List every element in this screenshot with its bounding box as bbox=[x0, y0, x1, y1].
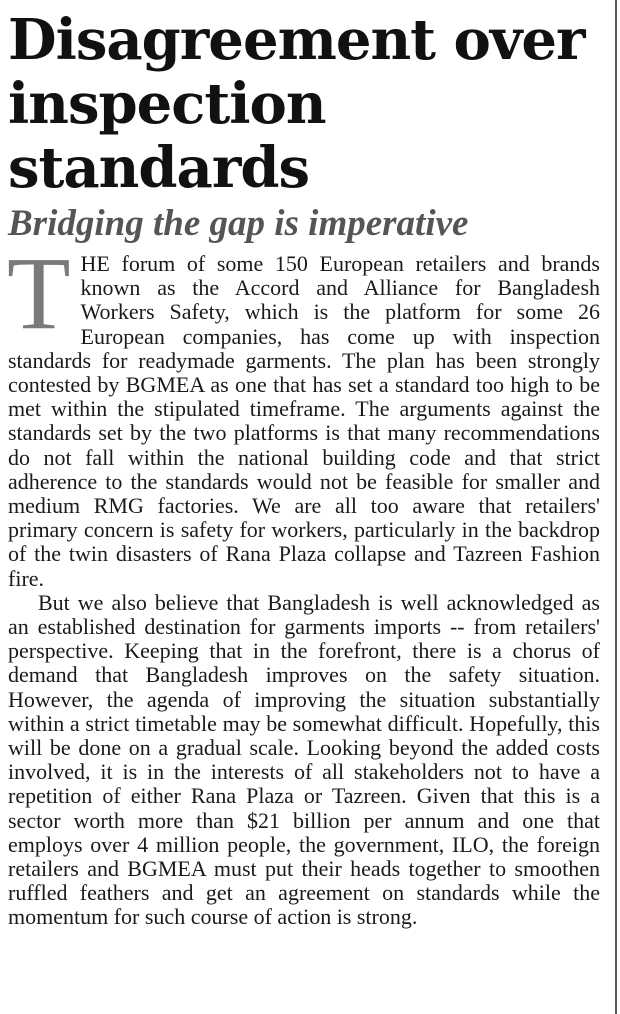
column-rule bbox=[615, 0, 617, 1014]
subheadline: Bridging the gap is imperative bbox=[8, 203, 469, 244]
editorial-article bbox=[8, 8, 600, 930]
paragraph-1-text: HE forum of some 150 European retailers and brands known as the Accord and Alliance for Bangladesh Workers Safety, which is the platform for some 26 European companies, has come up with inspection standards for readymade garments. The plan has been strongly contested by BGMEA as one that has set a standard too high to be met within the stipulated timeframe. The arguments against the standards set by the two platforms is that many recommendations do not fall within the national building code and that strict adherence to the standards would not be feasible for smaller and medium RMG factories. We are all too aware that retailers' primary concern is safety for workers, particularly in the backdrop of the twin disasters of Rana Plaza collapse and Tazreen Fashion fire. bbox=[8, 251, 600, 591]
headline: Disagreement over inspection standards bbox=[8, 7, 585, 201]
paragraph-1 bbox=[7, 236, 600, 591]
drop-cap: T bbox=[7, 236, 71, 351]
article-body bbox=[7, 236, 600, 930]
paragraph-2: But we also believe that Bangladesh is well acknowledged as an established destination for garments imports -- from retailers' perspective. Keeping that in the forefront, there is a chorus of demand that Bangladesh improves on the safety situation. However, the agenda of improving the situation substantially within a strict timetable may be somewhat difficult. Hopefully, this will be done on a gradual scale. Looking beyond the added costs involved, it is in the interests of all stakeholders not to have a repetition of either Rana Plaza or Tazreen. Given that this is a sector worth more than $21 billion per annum and one that employs over 4 million people, the government, ILO, the foreign retailers and BGMEA must put their heads together to smoothen ruffled feathers and get an agreement on standards while the momentum for such course of action is strong. bbox=[8, 589, 600, 930]
